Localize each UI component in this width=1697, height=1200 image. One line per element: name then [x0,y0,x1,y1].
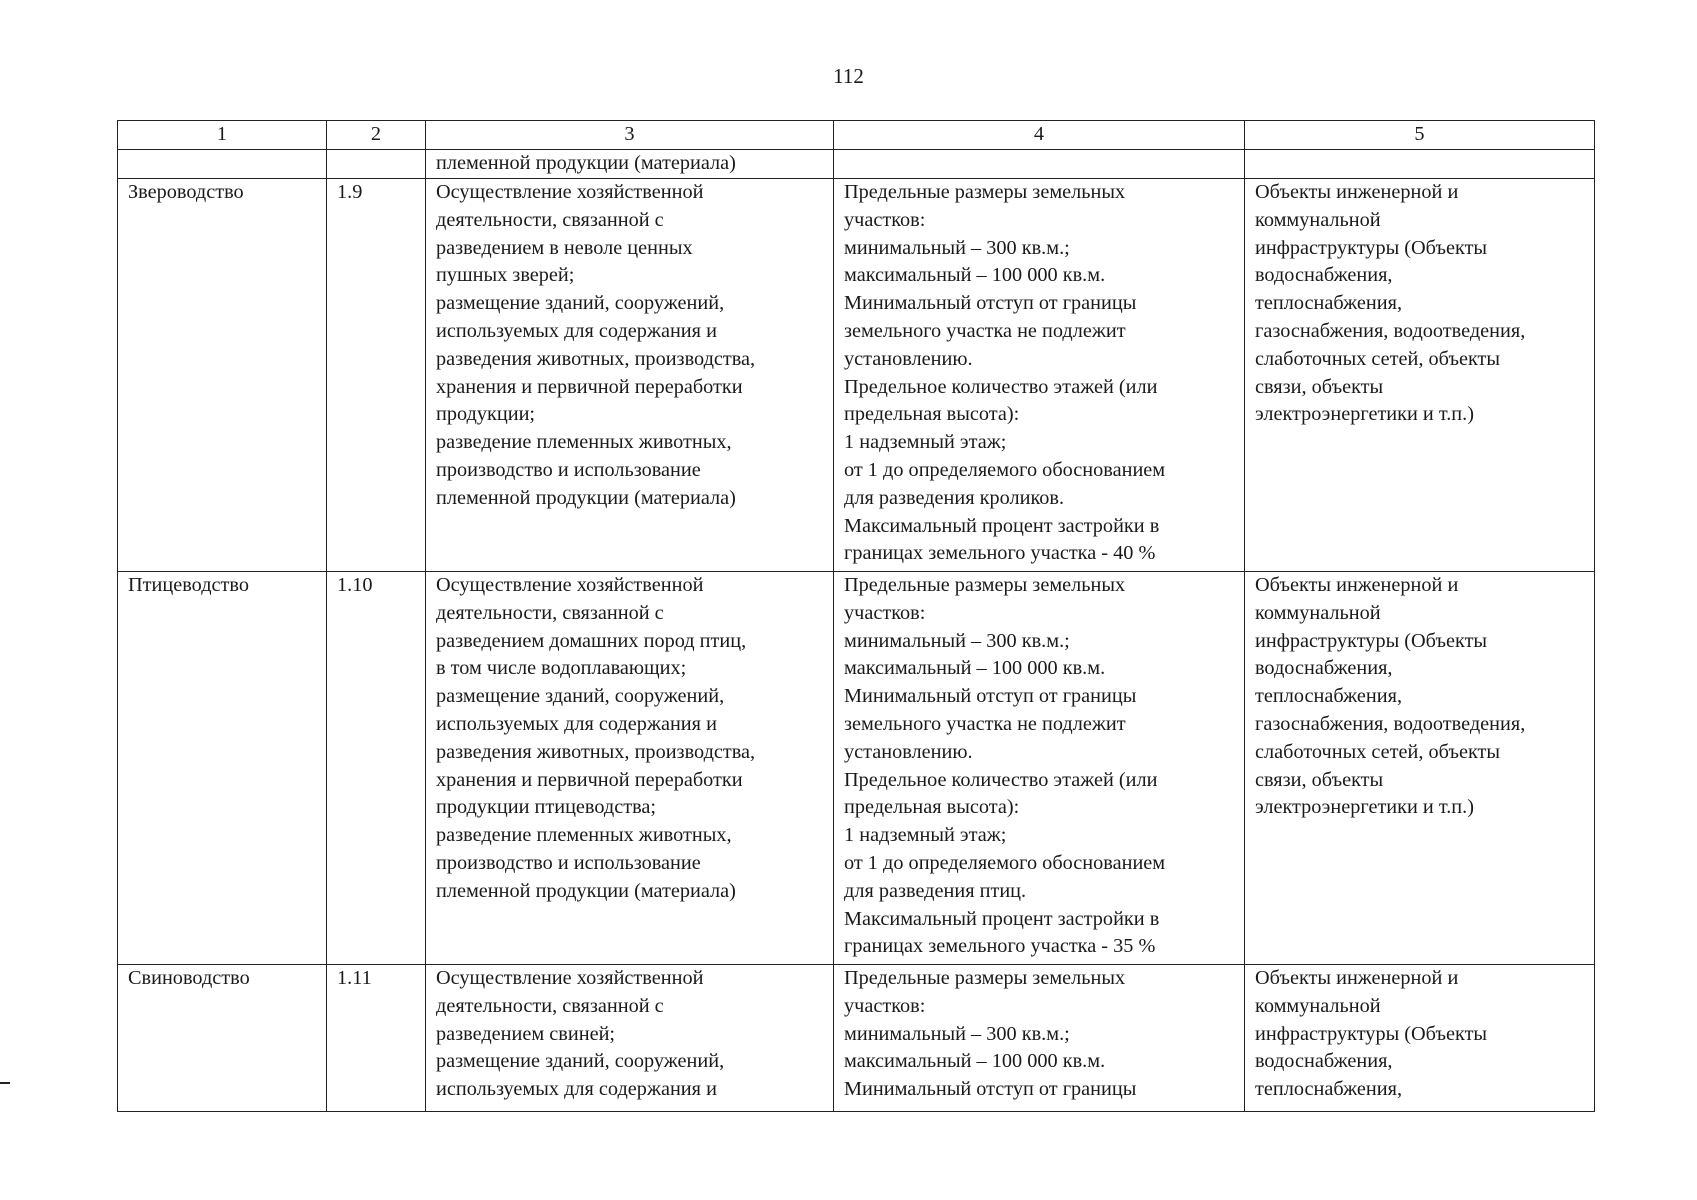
use-type-code: 1.9 [327,179,426,572]
page-number: 112 [833,64,864,88]
continuation-cell-5 [1245,150,1595,179]
margin-mark [0,1082,10,1084]
continuation-row [118,150,1595,179]
table-header-row [118,121,1595,150]
column-header-5: 5 [1245,121,1595,150]
use-type-objects: Объекты инженерной и коммунальной инфраструктуры (Объекты водоснабжения, теплоснабжения, [1245,965,1595,1112]
use-type-name: Звероводство [118,179,327,572]
use-type-objects: Объекты инженерной и коммунальной инфраструктуры (Объекты водоснабжения, теплоснабжения, газоснабжения, водоотведения, слаботочных сетей, объекты связи, объекты электроэнергетики и т.п.) [1245,179,1595,572]
continuation-description: племенной продукции (материала) [426,150,834,179]
use-type-objects: Объекты инженерной и коммунальной инфраструктуры (Объекты водоснабжения, теплоснабжения, газоснабжения, водоотведения, слаботочных сетей, объекты связи, объекты электроэнергетики и т.п.) [1245,572,1595,965]
use-type-parameters: Предельные размеры земельных участков: минимальный – 300 кв.м.; максимальный – 100 000 кв.м. Минимальный отступ от границы [834,965,1245,1112]
continuation-cell-1 [118,150,327,179]
column-header-4: 4 [834,121,1245,150]
use-type-description: Осуществление хозяйственной деятельности, связанной с разведением свиней; размещение зданий, сооружений, используемых для содержания и [426,965,834,1112]
column-header-1: 1 [118,121,327,150]
column-header-3: 3 [426,121,834,150]
table-row [118,179,1595,572]
use-type-name: Птицеводство [118,572,327,965]
continuation-cell-4 [834,150,1245,179]
column-header-2: 2 [327,121,426,150]
use-type-code: 1.11 [327,965,426,1112]
use-type-description: Осуществление хозяйственной деятельности, связанной с разведением в неволе ценных пушных зверей; размещение зданий, сооружений, используемых для содержания и разведения животных, производства, хранения и первичной переработки продукции; разведение племенных животных, производство и использование племенной продукции (материала) [426,179,834,572]
use-type-parameters: Предельные размеры земельных участков: минимальный – 300 кв.м.; максимальный – 100 000 кв.м. Минимальный отступ от границы земельного участка не подлежит установлению. Предельное количество этажей (или предельная высота): 1 надземный этаж; от 1 до определяемого обоснованием для разведения кроликов. Максимальный процент застройки в границах земельного участка - 40 % [834,179,1245,572]
continuation-cell-2 [327,150,426,179]
table-row [118,572,1595,965]
use-type-name: Свиноводство [118,965,327,1112]
land-use-table [117,120,1595,1112]
use-type-description: Осуществление хозяйственной деятельности, связанной с разведением домашних пород птиц, в том числе водоплавающих; размещение зданий, сооружений, используемых для содержания и разведения животных, производства, хранения и первичной переработки продукции птицеводства; разведение племенных животных, производство и использование племенной продукции (материала) [426,572,834,965]
use-type-code: 1.10 [327,572,426,965]
use-type-parameters: Предельные размеры земельных участков: минимальный – 300 кв.м.; максимальный – 100 000 кв.м. Минимальный отступ от границы земельного участка не подлежит установлению. Предельное количество этажей (или предельная высота): 1 надземный этаж; от 1 до определяемого обоснованием для разведения птиц. Максимальный процент застройки в границах земельного участка - 35 % [834,572,1245,965]
table-row [118,965,1595,1112]
